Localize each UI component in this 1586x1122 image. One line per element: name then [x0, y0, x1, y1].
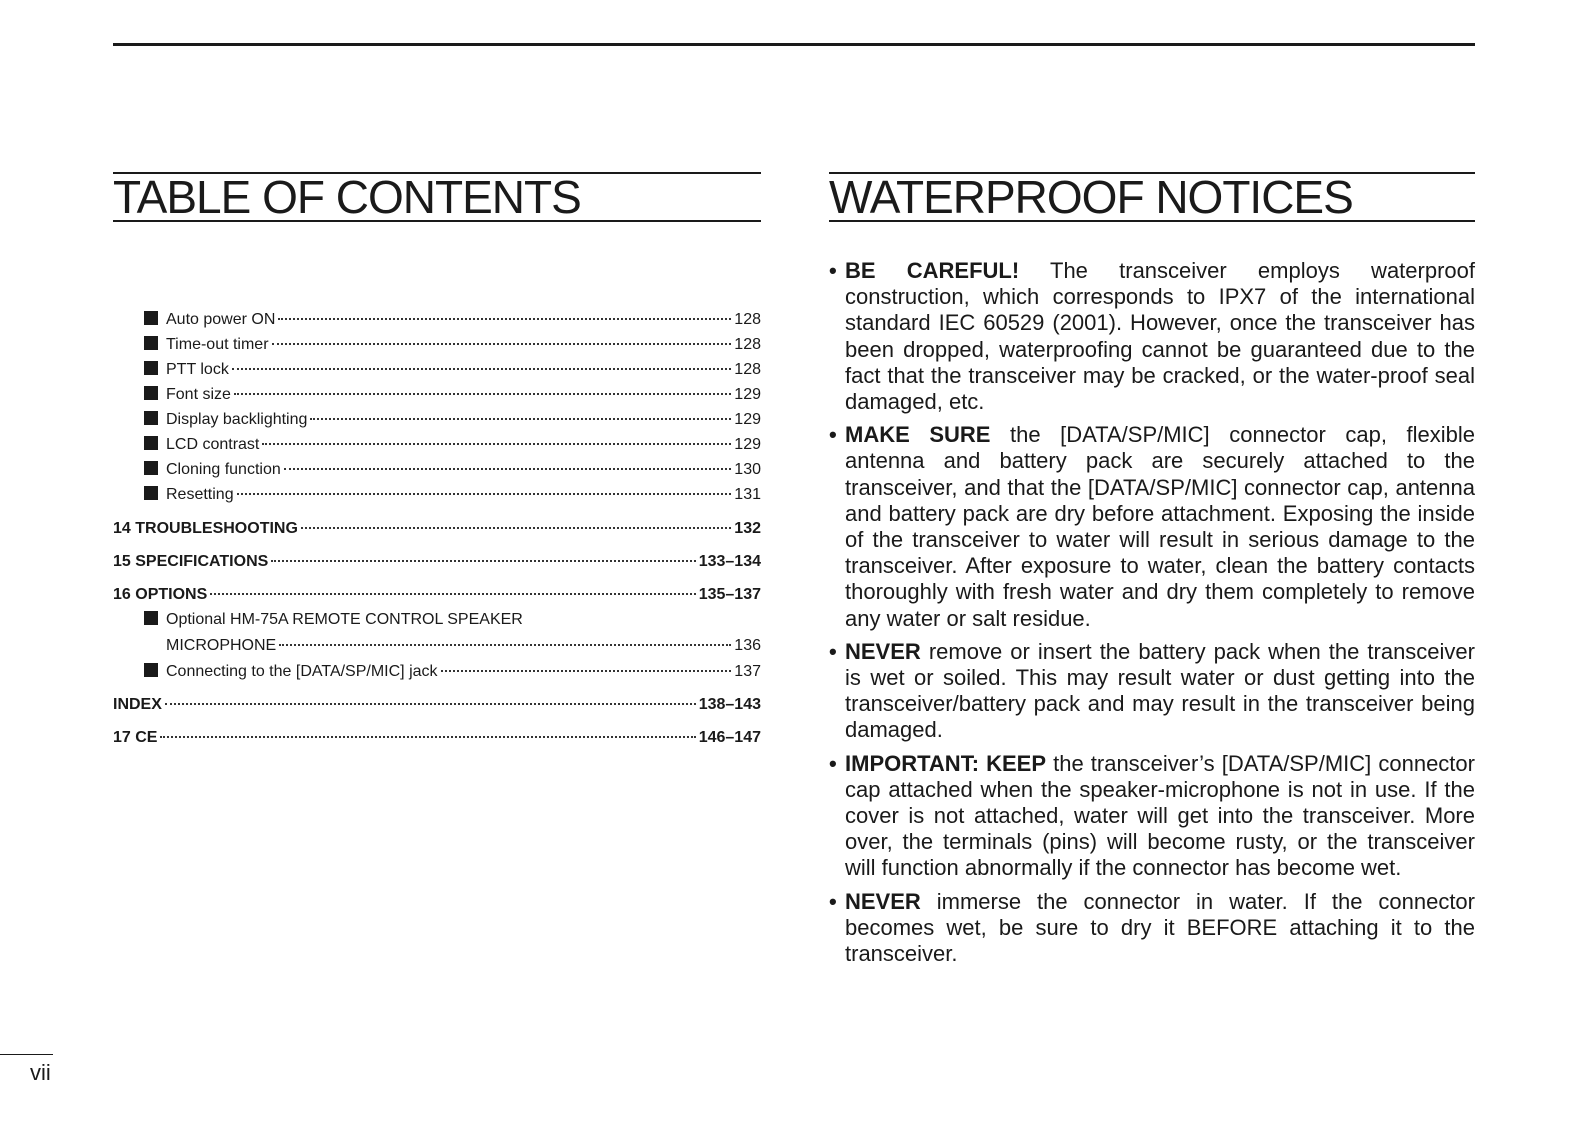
toc-entry-label: Optional HM-75A REMOTE CONTROL SPEAKER [166, 611, 523, 628]
notice-keyword: NEVER [845, 888, 921, 914]
toc-entry-label: Time-out timer [166, 336, 269, 353]
toc-entry-label: Font size [166, 386, 231, 403]
toc-entry-label: INDEX [113, 696, 162, 713]
toc-entry-page: 129 [734, 386, 761, 403]
notice-item [829, 422, 1475, 632]
dot-leader [160, 736, 695, 738]
bullet-dot-icon: • [829, 888, 837, 914]
toc-entry-label: Resetting [166, 486, 234, 503]
notice-keyword: BE CAREFUL! [845, 258, 1020, 283]
notice-item [829, 639, 1475, 744]
toc-entry [113, 517, 761, 541]
toc-entry [113, 608, 761, 632]
toc-entry [113, 483, 761, 507]
toc-entry-label: 14 TROUBLESHOOTING [113, 520, 298, 537]
square-bullet-icon [144, 386, 158, 400]
toc-entry-page: 131 [734, 486, 761, 503]
toc-entry-label: LCD contrast [166, 436, 260, 453]
notices-list [829, 258, 1475, 974]
toc-entry [113, 333, 761, 357]
dot-leader [278, 318, 731, 320]
toc-entry [113, 408, 761, 432]
notice-text: the [DATA/SP/MIC] connector cap, flexible antenna and battery pack are securely attached to the transceiver, and that the [DATA/SP/MIC] connector cap, antenna and battery pack are dry before attachment. Exposing the inside of the transceiver to water will result in serious damage to the transceiver. After exposure to water, clean the battery contacts thoroughly with fresh water and dry them completely to remove any water or salt residue. [845, 422, 1475, 631]
dot-leader [210, 593, 695, 595]
toc-entry [113, 358, 761, 382]
toc-entry [113, 308, 761, 332]
notice-item [829, 751, 1475, 882]
toc-entry [113, 383, 761, 407]
dot-leader [441, 670, 732, 672]
square-bullet-icon [144, 336, 158, 350]
toc-entry [113, 458, 761, 482]
notice-keyword: NEVER [845, 638, 921, 664]
toc-entry [113, 634, 761, 658]
square-bullet-icon [144, 663, 158, 677]
toc-entry [113, 583, 761, 607]
bullet-dot-icon: • [829, 422, 837, 448]
square-bullet-icon [144, 486, 158, 500]
dot-leader [237, 493, 732, 495]
page-number: vii [30, 1060, 51, 1085]
notice-text: immerse the connector in water. If the connector becomes wet, be sure to dry it BEFORE attaching it to the transceiver. [845, 888, 1475, 967]
toc-entry-label: 17 CE [113, 729, 158, 746]
notice-text: the transceiver’s [DATA/SP/MIC] connector cap attached when the speaker-microphone is not in use. If the cover is not attached, water will get into the transceiver. More over, the terminals (pins) will become rusty, or the transceiver will function abnormally if the connector has become wet. [845, 750, 1475, 881]
toc-entry-page: 146–147 [698, 729, 761, 746]
square-bullet-icon [144, 361, 158, 375]
dot-leader [271, 560, 695, 562]
notice-item [829, 889, 1475, 968]
toc-entry-label: Auto power ON [166, 311, 276, 328]
notice-keyword: MAKE SURE [845, 422, 991, 448]
notices-title: WATERPROOF NOTICES [829, 172, 1475, 222]
dot-leader [234, 393, 731, 395]
toc-entry-page: 128 [734, 311, 761, 328]
bullet-dot-icon: • [829, 258, 837, 283]
bullet-dot-icon: • [829, 750, 837, 776]
toc-entry-page: 130 [734, 461, 761, 478]
toc-title: TABLE OF CONTENTS [113, 172, 761, 222]
toc-entry-page: 129 [734, 436, 761, 453]
toc-entry-label: MICROPHONE [166, 637, 277, 654]
toc-entry [113, 660, 761, 684]
dot-leader [272, 343, 732, 345]
dot-leader [301, 527, 731, 529]
notice-keyword: IMPORTANT: KEEP [845, 750, 1047, 776]
toc-entry [113, 693, 761, 717]
notice-text: remove or insert the battery pack when the transceiver is wet or soiled. This may result water or dust getting into the transceiver/battery pack and may result in the transceiver being damaged. [845, 638, 1475, 743]
toc-entry-label: PTT lock [166, 361, 229, 378]
square-bullet-icon [144, 311, 158, 325]
top-rule [113, 43, 1475, 46]
notice-text: The transceiver employs waterproof construction, which corresponds to IPX7 of the international standard IEC 60529 (2001). However, once the transceiver has been dropped, waterproofing cannot be guaranteed due to the fact that the transceiver may be cracked, or the water-proof seal damaged, etc. [845, 258, 1475, 415]
toc-entry-page: 128 [734, 361, 761, 378]
dot-leader [284, 468, 732, 470]
dot-leader [165, 703, 696, 705]
toc-entry [113, 726, 761, 750]
square-bullet-icon [144, 411, 158, 425]
toc-entry-page: 136 [734, 637, 761, 654]
toc-entry-page: 128 [734, 336, 761, 353]
square-bullet-icon [144, 461, 158, 475]
dot-leader [279, 644, 731, 646]
notice-item [829, 258, 1475, 415]
square-bullet-icon [144, 436, 158, 450]
toc-entry-label: 16 OPTIONS [113, 586, 208, 603]
bullet-dot-icon: • [829, 638, 837, 664]
toc-entry-page: 138–143 [698, 696, 761, 713]
toc-entry-page: 137 [734, 663, 761, 680]
toc-entry-page: 135–137 [698, 586, 761, 603]
toc-entry-page: 132 [734, 520, 761, 537]
toc-entry [113, 550, 761, 574]
toc-entry [113, 433, 761, 457]
dot-leader [310, 418, 731, 420]
toc-entry-label: Cloning function [166, 461, 281, 478]
toc-section [113, 172, 761, 746]
toc-entry-label: Connecting to the [DATA/SP/MIC] jack [166, 663, 438, 680]
footer-rule [0, 1054, 53, 1055]
toc-entry-page: 129 [734, 411, 761, 428]
dot-leader [232, 368, 731, 370]
toc-entry-page: 133–134 [698, 553, 761, 570]
dot-leader [262, 443, 731, 445]
square-bullet-icon [144, 611, 158, 625]
toc-entry-label: 15 SPECIFICATIONS [113, 553, 269, 570]
notices-section [829, 172, 1475, 967]
toc-entry-label: Display backlighting [166, 411, 308, 428]
